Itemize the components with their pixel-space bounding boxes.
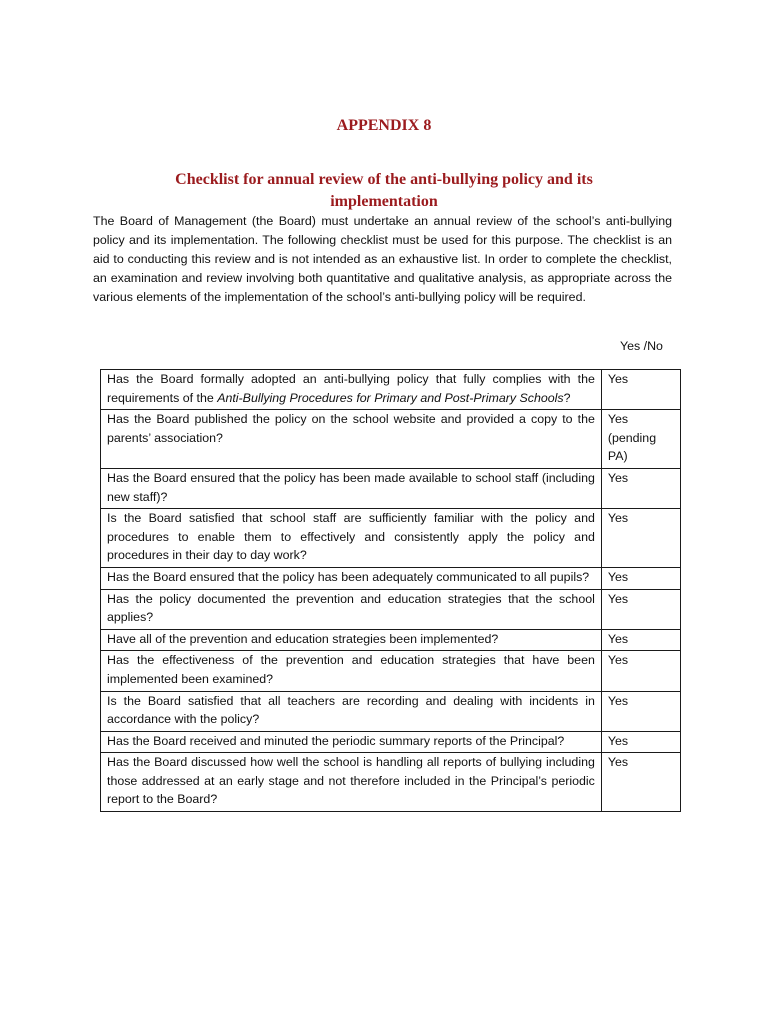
table-row bbox=[101, 753, 681, 812]
question-text: ? bbox=[563, 390, 571, 405]
yes-no-column-header: Yes /No bbox=[620, 339, 663, 353]
answer-line: Yes bbox=[607, 412, 629, 427]
answer-cell: Yes bbox=[601, 651, 680, 691]
question-cell: Has the Board ensured that the policy has been adequately communicated to all pupils? bbox=[101, 567, 602, 589]
question-cell: Has the Board ensured that the policy has been made available to school staff (including new staff)? bbox=[101, 468, 602, 508]
answer-cell: Yes bbox=[601, 509, 680, 568]
question-cell: Is the Board satisfied that all teachers are recording and dealing with incidents in accordance with the policy? bbox=[101, 691, 602, 731]
question-cell: Have all of the prevention and education strategies been implemented? bbox=[101, 629, 602, 651]
answer-cell: Yes bbox=[601, 567, 680, 589]
question-text: Has the Board formally adopted an anti-bullying policy that fully complies with the requirements of the bbox=[107, 372, 595, 405]
answer-cell: Yes bbox=[601, 731, 680, 753]
table-row bbox=[101, 567, 681, 589]
question-cell: Has the effectiveness of the prevention and education strategies that have been implemented been examined? bbox=[101, 651, 602, 691]
review-checklist-table bbox=[100, 369, 681, 812]
table-row bbox=[101, 370, 681, 410]
table-row bbox=[101, 691, 681, 731]
question-cell bbox=[101, 370, 602, 410]
appendix-heading: APPENDIX 8 bbox=[336, 117, 432, 134]
table-row bbox=[101, 589, 681, 629]
answer-cell: Yes bbox=[601, 370, 680, 410]
table-row bbox=[101, 509, 681, 568]
table-row bbox=[101, 651, 681, 691]
question-cell: Has the Board published the policy on the school website and provided a copy to the parents’ association? bbox=[101, 410, 602, 469]
answer-cell: Yes bbox=[601, 589, 680, 629]
question-cell: Has the Board discussed how well the school is handling all reports of bullying including those addressed at an early stage and not therefore included in the Principal’s periodic report to the Board? bbox=[101, 753, 602, 812]
question-emphasis: Anti-Bullying Procedures for Primary and Post-Primary Schools bbox=[217, 390, 564, 405]
answer-cell bbox=[601, 410, 680, 469]
table-row bbox=[101, 629, 681, 651]
table-row bbox=[101, 731, 681, 753]
intro-paragraph: The Board of Management (the Board) must undertake an annual review of the school’s anti-bullying policy and its implementation. The following checklist must be used for this purpose. The checklist is an aid to conducting this review and is not intended as an exhaustive list. In order to complete the checklist, an examination and review involving both quantitative and qualitative analysis, as appropriate across the various elements of the implementation of the school’s anti-bullying policy will be required. bbox=[93, 214, 672, 304]
answer-cell: Yes bbox=[601, 629, 680, 651]
checklist-title: Checklist for annual review of the anti-bullying policy and its implementation bbox=[175, 171, 593, 210]
table-row bbox=[101, 410, 681, 469]
question-cell: Has the Board received and minuted the periodic summary reports of the Principal? bbox=[101, 731, 602, 753]
answer-cell: Yes bbox=[601, 468, 680, 508]
question-cell: Has the policy documented the prevention and education strategies that the school applies? bbox=[101, 589, 602, 629]
answer-line: (pending bbox=[607, 430, 657, 445]
answer-cell: Yes bbox=[601, 753, 680, 812]
question-cell: Is the Board satisfied that school staff are sufficiently familiar with the policy and procedures to enable them to effectively and consistently apply the policy and procedures in their day to day work? bbox=[101, 509, 602, 568]
answer-line: PA) bbox=[607, 449, 628, 464]
answer-cell: Yes bbox=[601, 691, 680, 731]
table-row bbox=[101, 468, 681, 508]
